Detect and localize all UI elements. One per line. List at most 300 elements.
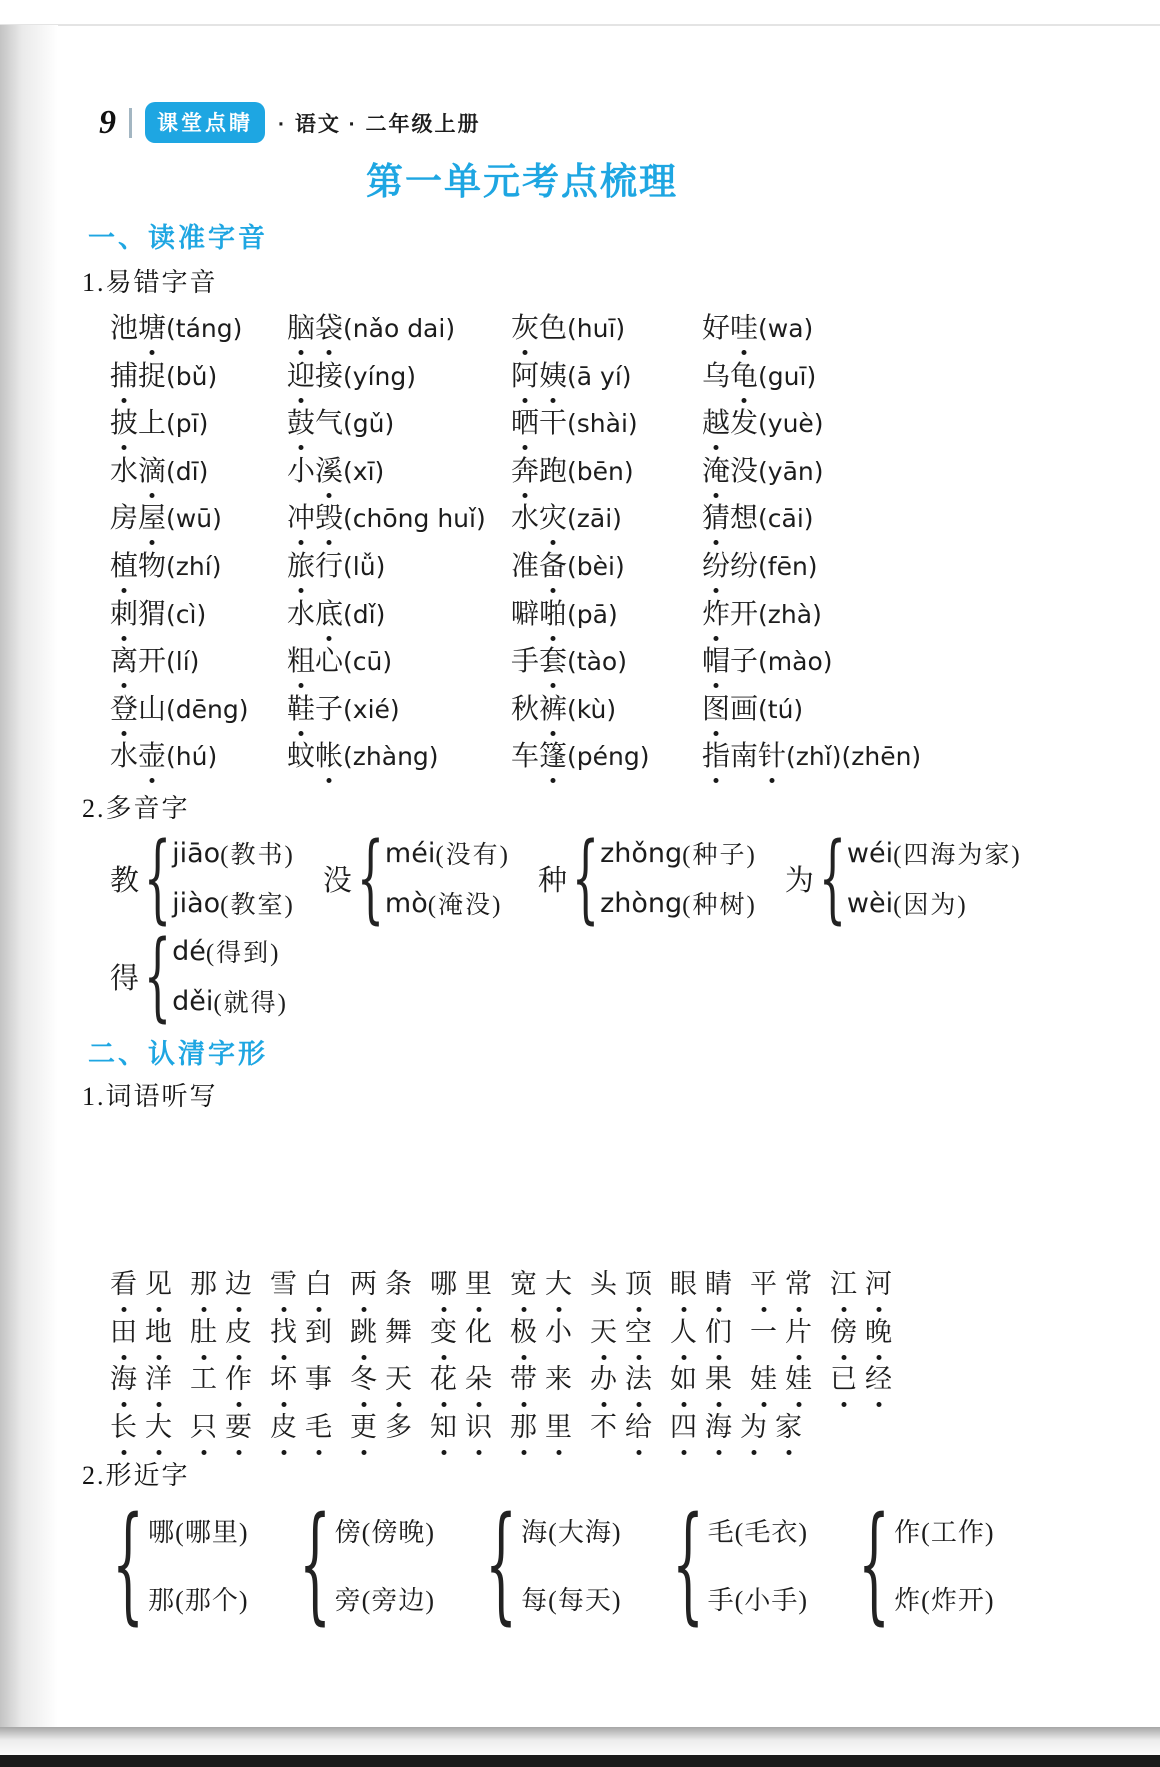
char: 越 [702, 401, 730, 441]
char: 啪 [539, 592, 567, 632]
pinyin-word-cell [702, 687, 962, 735]
reading-line [172, 976, 288, 1026]
char: 奔 [511, 449, 539, 489]
word [830, 1357, 892, 1396]
pinyin-word-cell [702, 639, 962, 687]
subhead-similar-characters: 2.形近字 [82, 1461, 190, 1490]
example-word: (种子) [682, 842, 757, 869]
word [511, 456, 567, 487]
word [350, 1357, 412, 1396]
word [511, 408, 567, 439]
word [270, 1262, 332, 1301]
subhead-error-prone-sounds: 1.易错字音 [82, 268, 218, 297]
example-word: (四海为家) [893, 842, 1022, 869]
brace: { [571, 822, 600, 934]
similar-character-group [104, 1490, 249, 1637]
word [750, 1262, 812, 1301]
pinyin-word-cell [511, 496, 702, 544]
char: 猬 [138, 598, 167, 630]
word [702, 551, 758, 582]
char: 准 [511, 550, 540, 582]
char: 蚊 [287, 741, 316, 773]
char: 秋 [511, 693, 540, 725]
pinyin: mò [384, 887, 428, 919]
char: 噼 [511, 598, 540, 630]
pair-column [148, 1496, 248, 1632]
char: 画 [730, 693, 759, 725]
char: 为 [740, 1405, 767, 1444]
word [110, 361, 166, 392]
similar-character-group [291, 1490, 436, 1637]
word [270, 1357, 332, 1396]
pinyin: (wa) [758, 314, 814, 343]
pinyin: (cū) [343, 647, 393, 677]
word [190, 1262, 252, 1301]
pinyin-word-cell [287, 544, 511, 592]
char: 底 [315, 592, 343, 632]
char: 们 [705, 1310, 732, 1349]
word [430, 1405, 492, 1444]
char: 知 [430, 1405, 457, 1444]
char: 房 [110, 503, 139, 535]
polyphone-group [110, 920, 289, 1032]
brace: { [818, 822, 847, 934]
pinyin-word-cell [287, 734, 511, 782]
pair-line: 炸(炸开) [894, 1585, 995, 1615]
pinyin-word-cell [110, 687, 287, 735]
char: 纷 [730, 550, 759, 582]
char: 法 [625, 1357, 652, 1396]
pinyin-word-cell [511, 592, 702, 640]
brace: { [858, 1490, 891, 1637]
word [511, 503, 567, 534]
char: 水 [110, 455, 139, 487]
polyphone-group [538, 822, 757, 934]
word [702, 646, 758, 677]
word [510, 1310, 572, 1349]
example-word: (没有) [435, 842, 510, 869]
pair-line: 旁(旁边) [334, 1585, 435, 1615]
pinyin-word-cell [110, 496, 287, 544]
char: 化 [465, 1316, 492, 1347]
char: 发 [730, 408, 759, 440]
char: 想 [730, 503, 759, 535]
word [110, 408, 166, 439]
similar-character-group [850, 1490, 995, 1637]
word [702, 599, 758, 630]
subhead-dictation: 1.词语听写 [82, 1082, 218, 1111]
reading-line [600, 828, 757, 878]
pinyin: (yíng) [343, 361, 416, 391]
pinyin: (zhàng) [343, 742, 439, 772]
char: 溪 [315, 449, 343, 489]
pinyin-word-cell [287, 306, 511, 354]
char: 哪 [430, 1262, 457, 1301]
char: 给 [625, 1405, 652, 1444]
example-word: (得到) [205, 940, 281, 967]
char: 灾 [539, 496, 567, 536]
pinyin: (ā yí) [567, 361, 632, 391]
word [430, 1262, 492, 1301]
char: 水 [511, 503, 540, 535]
subhead-polyphones: 2.多音字 [82, 794, 190, 823]
char: 毁 [315, 496, 343, 536]
pinyin: méi [384, 837, 436, 869]
word [702, 313, 758, 344]
pinyin: děi [172, 985, 214, 1017]
pinyin: (táng) [166, 314, 243, 343]
pinyin: (huī) [567, 314, 626, 343]
char: 那 [190, 1262, 217, 1301]
polyphone-row-1 [110, 822, 1022, 934]
pair-line: 哪(哪里) [148, 1517, 249, 1547]
char: 冬 [350, 1357, 377, 1396]
reading-line [172, 828, 295, 878]
char: 不 [590, 1411, 617, 1442]
word [287, 599, 343, 630]
page-bottom-shadow [0, 1727, 1160, 1756]
char: 帐 [315, 734, 343, 774]
char: 事 [305, 1364, 332, 1395]
char: 篷 [539, 734, 567, 774]
char: 常 [785, 1262, 812, 1301]
char: 识 [465, 1405, 492, 1444]
header-divider [129, 108, 132, 138]
head-char: 没 [322, 864, 352, 897]
char: 哇 [730, 306, 758, 346]
brace: { [671, 1490, 704, 1637]
word [510, 1405, 572, 1444]
pinyin: (péng) [567, 742, 650, 772]
word [287, 313, 343, 344]
char: 龟 [730, 354, 758, 394]
char: 边 [225, 1262, 252, 1301]
pinyin-word-cell [287, 401, 511, 449]
pinyin: (shài) [567, 409, 638, 439]
word [190, 1405, 252, 1444]
word [670, 1357, 732, 1396]
word [830, 1262, 892, 1301]
readings-column [847, 828, 1022, 928]
word [670, 1262, 732, 1301]
word [110, 503, 166, 534]
pinyin-word-cell [110, 354, 287, 402]
char: 经 [865, 1357, 892, 1396]
char: 色 [539, 313, 568, 344]
head-char: 种 [538, 864, 568, 897]
pinyin: (pā) [567, 599, 618, 629]
head-char: 得 [110, 962, 140, 995]
section-heading-glyphs: 二、认清字形 [88, 1039, 268, 1069]
char: 雪 [270, 1262, 297, 1301]
pinyin: (yuè) [758, 409, 824, 439]
page-left-shadow [0, 25, 58, 1728]
page-top-edge [0, 24, 1160, 26]
reading-line [385, 828, 510, 878]
pinyin-word-cell [287, 496, 511, 544]
char: 白 [305, 1262, 332, 1301]
char: 跑 [539, 455, 568, 487]
word [190, 1357, 252, 1396]
word [430, 1310, 492, 1349]
char: 大 [145, 1405, 172, 1444]
char: 家 [775, 1405, 802, 1444]
pinyin: (dī) [166, 456, 209, 486]
pair-column [708, 1496, 808, 1632]
dictation-row [110, 1262, 892, 1310]
readings-column [385, 828, 510, 928]
word [350, 1262, 412, 1301]
pinyin-word-cell [110, 734, 287, 782]
char: 粗 [287, 639, 315, 679]
char: 娃 [750, 1357, 777, 1396]
pinyin: (kù) [567, 694, 617, 724]
pinyin-word-cell [511, 354, 702, 402]
word [702, 456, 758, 487]
char: 带 [510, 1357, 537, 1396]
reading-line [385, 878, 510, 928]
char: 天 [385, 1357, 412, 1396]
pinyin-word-cell [511, 687, 702, 735]
pinyin: zhòng [600, 887, 683, 919]
pinyin: (cāi) [758, 504, 814, 534]
char: 变 [430, 1310, 457, 1349]
char: 小 [545, 1316, 572, 1347]
brace: { [112, 1490, 145, 1637]
pinyin: (dǐ) [343, 599, 386, 629]
char: 傍 [830, 1310, 857, 1349]
word [702, 741, 786, 772]
char: 鞋 [287, 687, 315, 727]
char: 看 [110, 1262, 137, 1301]
char: 针 [758, 734, 786, 774]
brace: { [485, 1490, 518, 1637]
pinyin-word-cell [511, 449, 702, 497]
word [702, 694, 758, 725]
dictation-row [110, 1357, 892, 1405]
pair-line: 毛(毛衣) [707, 1517, 808, 1547]
pinyin-word-cell [287, 639, 511, 687]
pinyin: (zāi) [567, 504, 622, 534]
example-word: (种树) [682, 892, 757, 919]
example-word: (因为) [893, 892, 968, 919]
pinyin: (fēn) [758, 551, 818, 581]
char: 里 [545, 1405, 572, 1444]
pinyin-word-cell [702, 449, 962, 497]
word [110, 1310, 172, 1349]
char: 开 [730, 598, 759, 630]
char: 作 [225, 1357, 252, 1396]
char: 山 [138, 693, 167, 725]
char: 子 [315, 693, 344, 725]
page-header [99, 102, 481, 143]
head-char: 教 [110, 864, 140, 897]
pinyin: jiāo [172, 837, 221, 869]
char: 没 [730, 455, 759, 487]
scan-bottom-bar [0, 1755, 1160, 1767]
example-word: (就得) [213, 990, 289, 1017]
pair-line: 作(工作) [894, 1517, 995, 1547]
word [590, 1357, 652, 1396]
word [510, 1262, 572, 1301]
pinyin: (hú) [166, 742, 218, 772]
char: 心 [315, 646, 344, 678]
readings-column [600, 828, 757, 928]
char: 壶 [138, 734, 166, 774]
word [511, 646, 567, 677]
pinyin: (bēn) [567, 456, 634, 486]
pinyin-word-cell [110, 639, 287, 687]
char: 坏 [270, 1357, 297, 1396]
word [702, 408, 758, 439]
char: 阿 [511, 354, 539, 394]
char: 脑 [287, 306, 315, 346]
char: 物 [138, 550, 167, 582]
pinyin-word-cell [702, 496, 962, 544]
word [287, 361, 343, 392]
char: 跳 [350, 1310, 377, 1349]
char: 水 [287, 598, 316, 630]
char: 捉 [138, 360, 167, 392]
char: 小 [287, 455, 316, 487]
pinyin-word-cell [511, 544, 702, 592]
pair-column [521, 1496, 621, 1632]
char: 花 [430, 1357, 457, 1396]
polyphone-row-2 [110, 920, 289, 1032]
char: 四 [670, 1405, 697, 1444]
char: 更 [350, 1405, 377, 1444]
char: 顶 [625, 1262, 652, 1301]
char: 刺 [110, 592, 138, 632]
word [511, 361, 567, 392]
pinyin: (dēng) [166, 694, 249, 724]
char: 工 [190, 1364, 217, 1395]
pair-line: 手(小手) [707, 1585, 808, 1615]
word [287, 646, 343, 677]
pinyin-word-cell [702, 592, 962, 640]
word [511, 694, 567, 725]
word [510, 1357, 572, 1396]
word [750, 1310, 812, 1349]
pinyin: jiào [172, 887, 221, 919]
char: 晒 [511, 401, 539, 441]
word [350, 1405, 412, 1444]
char: 灰 [511, 306, 539, 346]
word [270, 1310, 332, 1349]
word [270, 1405, 332, 1444]
pinyin: (yān) [758, 456, 824, 486]
reading-line [172, 878, 295, 928]
page-number: 9 [99, 103, 116, 141]
head-char: 为 [784, 864, 814, 897]
readings-column [172, 926, 288, 1026]
word [350, 1310, 412, 1349]
pinyin: (nǎo dai) [343, 314, 456, 343]
char: 气 [315, 408, 344, 440]
dictation-row [110, 1405, 892, 1453]
word [110, 313, 166, 344]
char: 平 [750, 1262, 777, 1301]
pinyin-word-cell [287, 592, 511, 640]
pinyin: (guī) [758, 361, 817, 391]
pinyin: (bǔ) [166, 361, 218, 391]
char: 多 [385, 1411, 412, 1442]
char: 那 [510, 1405, 537, 1444]
word [590, 1405, 652, 1444]
reading-line [847, 878, 1022, 928]
char: 两 [350, 1262, 377, 1301]
polyphone-group [784, 822, 1022, 934]
char: 皮 [225, 1310, 252, 1349]
word [430, 1357, 492, 1396]
pinyin: (bèi) [567, 551, 625, 581]
char: 朵 [465, 1357, 492, 1396]
char: 袋 [315, 306, 343, 346]
char: 子 [730, 646, 759, 678]
reading-line [172, 926, 288, 976]
char: 塘 [138, 306, 166, 346]
pinyin: zhǒng [600, 837, 683, 869]
word [110, 599, 166, 630]
char: 皮 [270, 1405, 297, 1444]
char: 植 [110, 544, 138, 584]
pinyin: wèi [846, 887, 894, 919]
word [287, 408, 343, 439]
char: 好 [702, 313, 731, 344]
char: 到 [305, 1316, 332, 1347]
char: 河 [865, 1262, 892, 1301]
char: 接 [315, 360, 344, 392]
char: 裤 [539, 687, 567, 727]
word [750, 1357, 812, 1396]
char: 肚 [190, 1310, 217, 1349]
pinyin-word-cell [702, 306, 962, 354]
char: 干 [539, 408, 568, 440]
pinyin-word-cell [511, 734, 702, 782]
pinyin: (zhà) [758, 599, 822, 629]
char: 旅 [287, 544, 315, 584]
pinyin-word-cell [511, 306, 702, 354]
char: 纷 [702, 544, 730, 584]
char: 果 [705, 1357, 732, 1396]
pinyin: (pī) [166, 409, 209, 439]
polyphone-group [322, 822, 510, 934]
pinyin: (tú) [758, 694, 804, 724]
char: 找 [270, 1310, 297, 1349]
word [110, 1357, 172, 1396]
char: 开 [138, 646, 167, 678]
char: 条 [385, 1269, 412, 1299]
char: 捕 [110, 354, 138, 394]
pinyin-word-cell [110, 449, 287, 497]
word [702, 503, 758, 534]
char: 海 [110, 1357, 137, 1396]
char: 田 [110, 1310, 137, 1349]
char: 长 [110, 1405, 137, 1444]
word [110, 551, 166, 582]
char: 炸 [702, 592, 730, 632]
char: 眼 [670, 1262, 697, 1301]
char: 见 [145, 1262, 172, 1301]
brace: { [143, 920, 172, 1032]
word [702, 361, 758, 392]
word [110, 1405, 172, 1444]
word [110, 741, 166, 772]
pinyin-word-cell [110, 592, 287, 640]
pinyin: (mào) [758, 647, 833, 677]
similar-character-group [477, 1490, 622, 1637]
section-heading-pronunciation: 一、读准字音 [88, 223, 268, 253]
